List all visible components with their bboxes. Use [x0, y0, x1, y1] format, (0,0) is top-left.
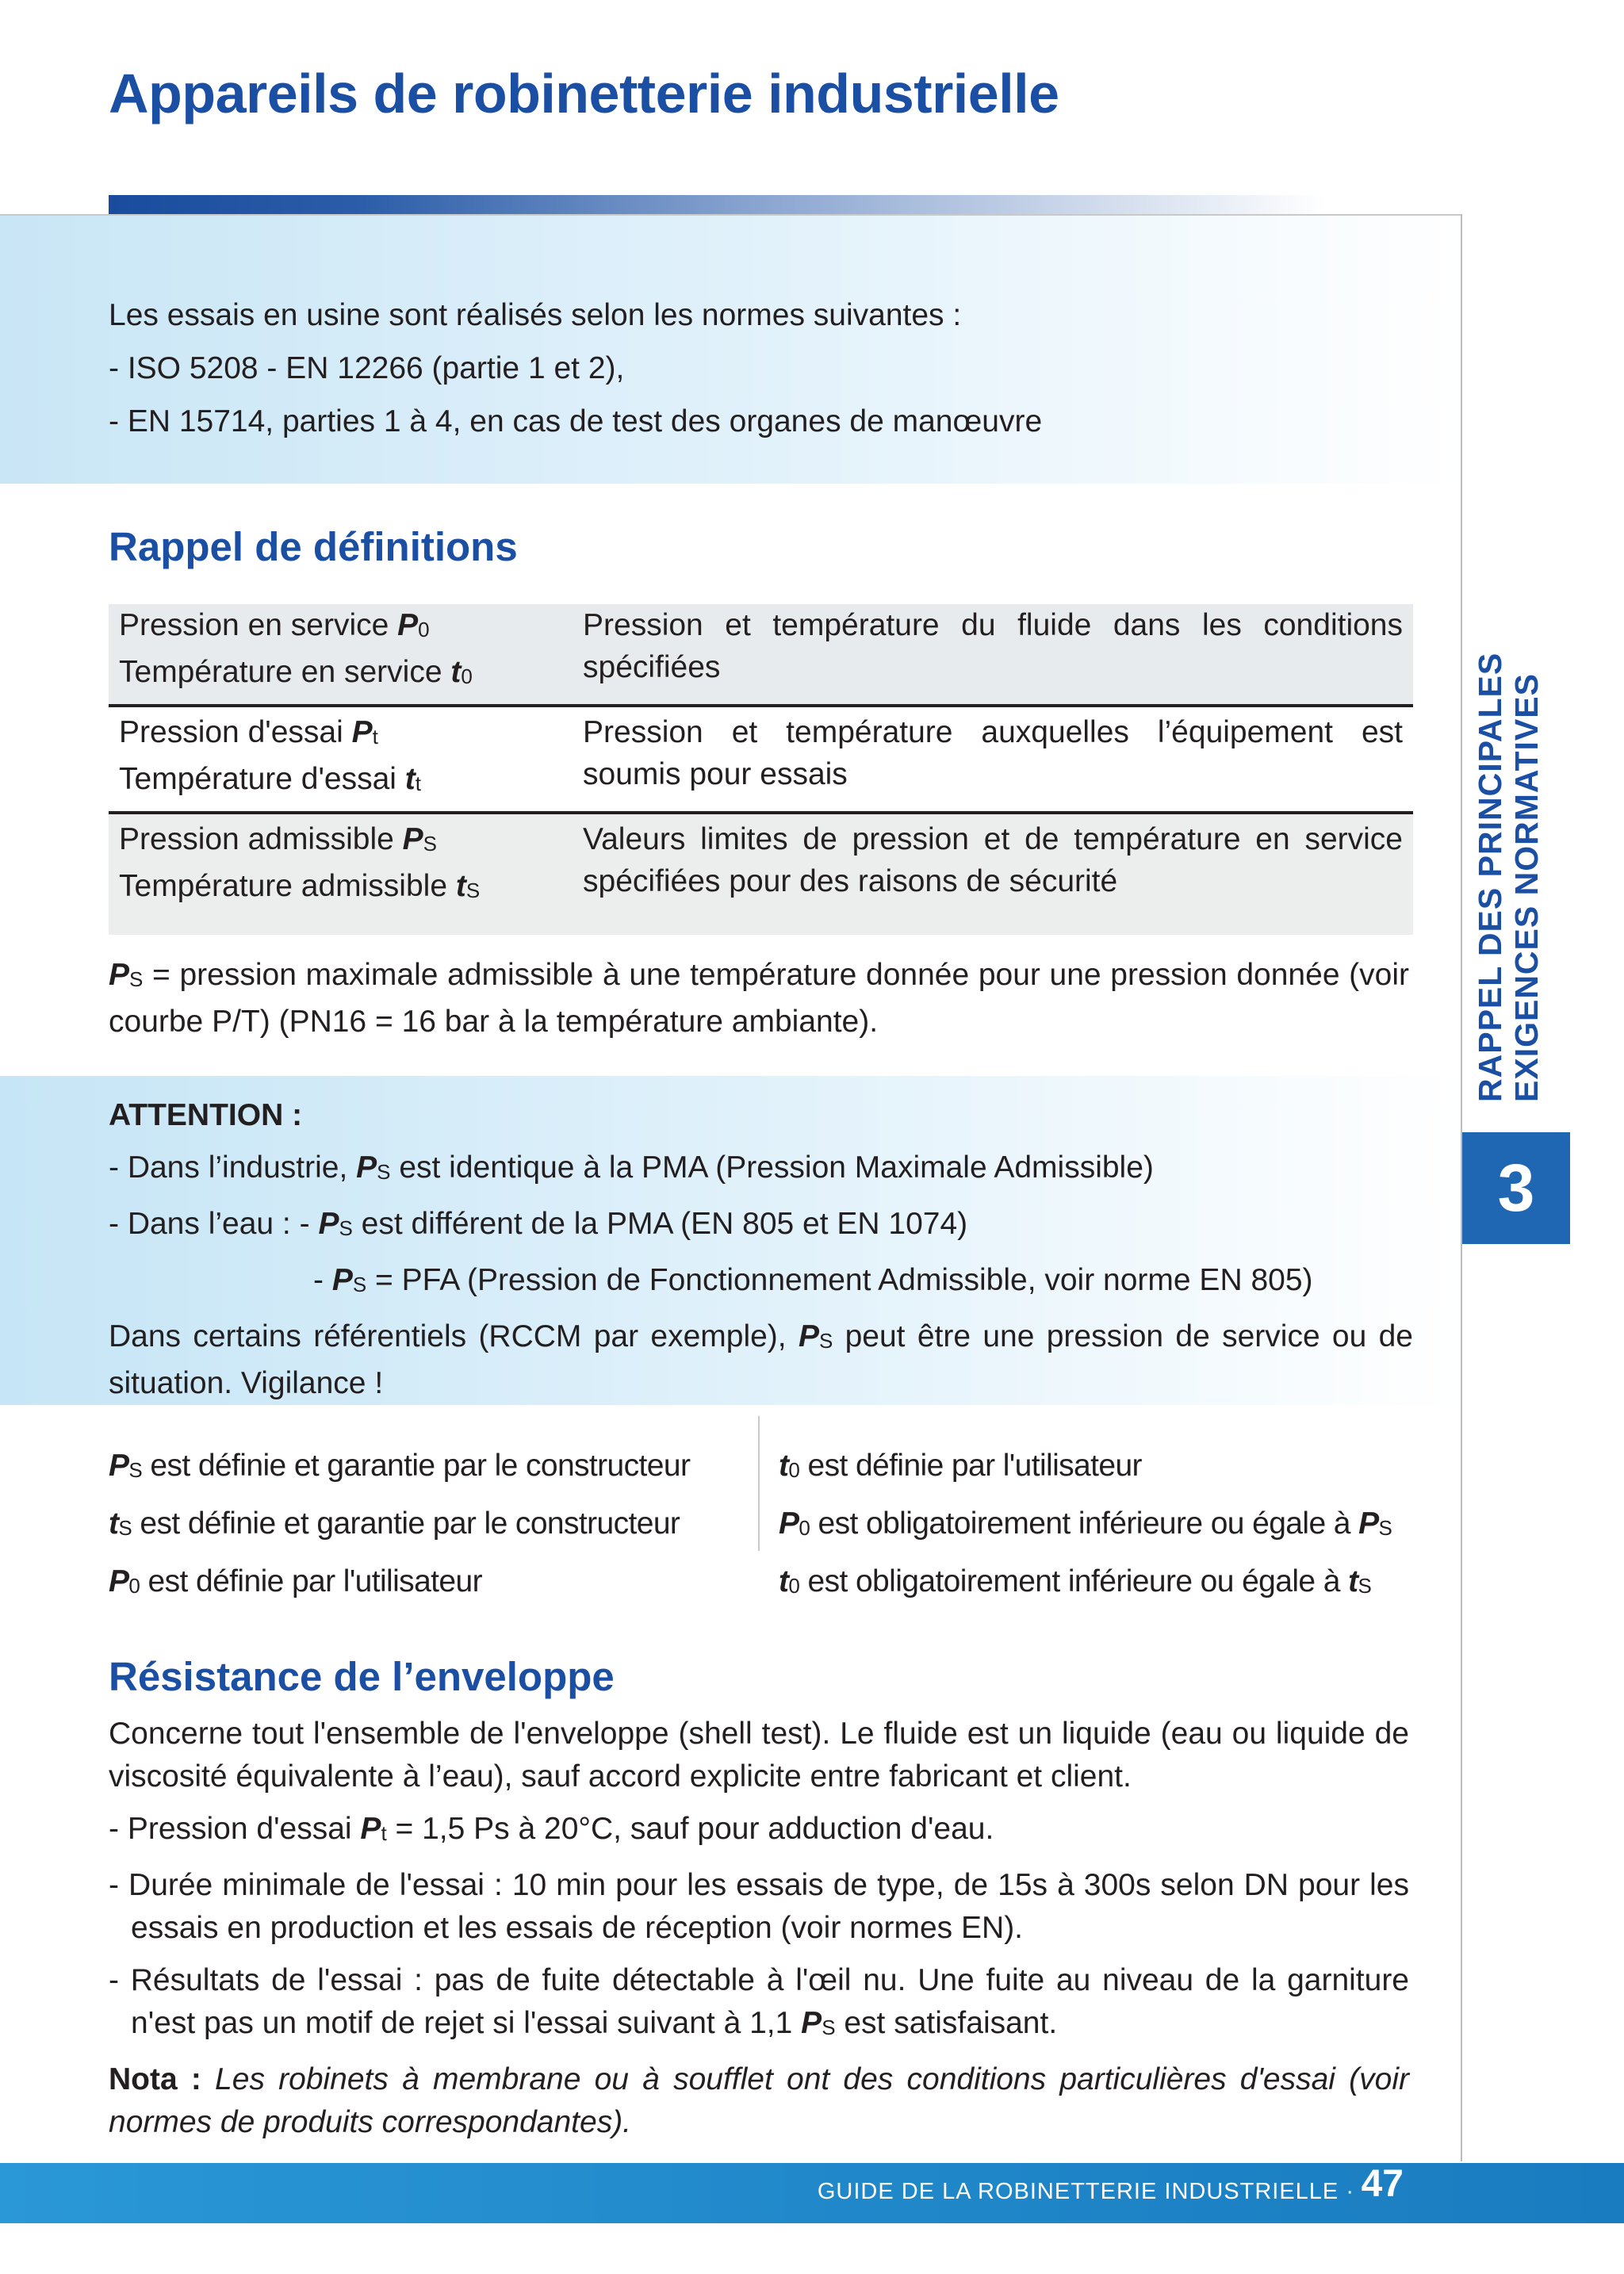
intro-lead: Les essais en usine sont réalisés selon les normes suivantes :: [109, 298, 962, 332]
table-row: [109, 811, 1413, 935]
definition-desc: Valeurs limites de pression et de température en service spécifiées pour des raisons de sécurité: [583, 822, 1403, 898]
list-item: t0 est obligatoirement inférieure ou égale à tS: [779, 1564, 1372, 1598]
list-item: P0 est obligatoirement inférieure ou égale à PS: [779, 1506, 1392, 1541]
right-column: [779, 1439, 1421, 1613]
attention-line: - Dans l’industrie, PS est identique à la PMA (Pression Maximale Admissible): [109, 1150, 1154, 1185]
definitions-table: [109, 604, 1413, 935]
ps-note: PS = pression maximale admissible à une température donnée pour une pression donnée (voir courbe P/T) (PN16 = 16 bar à la température ambiante).: [109, 958, 1409, 1039]
chapter-title: [1472, 652, 1567, 1126]
intro-item: - EN 15714, parties 1 à 4, en cas de test des organes de manœuvre: [109, 404, 1043, 438]
definition-term: Pression admissible PS Température admissible tS: [119, 822, 481, 903]
list-item: P0 est définie par l'utilisateur: [109, 1564, 482, 1598]
resistance-bullet: - Pression d'essai Pt = 1,5 Ps à 20°C, sauf pour adduction d'eau.: [109, 1812, 994, 1846]
chapter-title-line: RAPPEL DES PRINCIPALES: [1472, 652, 1508, 1102]
definition-desc: Pression et température du fluide dans les conditions spécifiées: [583, 608, 1403, 684]
attention-line: - Dans l’eau : - PS est différent de la PMA (EN 805 et EN 1074): [109, 1207, 968, 1241]
resistance-block: [109, 1713, 1409, 2144]
definition-term: Pression en service P0 Température en service t0: [119, 608, 473, 689]
chapter-number-tab: 3: [1462, 1132, 1570, 1244]
list-item: t0 est définie par l'utilisateur: [779, 1449, 1142, 1483]
list-item: tS est définie et garantie par le constructeur: [109, 1506, 680, 1541]
chapter-title-line: EXIGENCES NORMATIVES: [1508, 673, 1545, 1102]
intro-block: [109, 289, 1417, 448]
table-row: [109, 604, 1413, 704]
attention-heading: ATTENTION :: [109, 1098, 303, 1132]
attention-block: [109, 1089, 1413, 1405]
resistance-heading: Résistance de l’enveloppe: [109, 1654, 615, 1699]
attention-line: - PS = PFA (Pression de Fonctionnement Admissible, voir norme EN 805): [313, 1263, 1313, 1297]
definitions-heading: Rappel de définitions: [109, 524, 518, 569]
attention-line: Dans certains référentiels (RCCM par exemple), PS peut être une pression de service ou de situation. Vigilance !: [109, 1319, 1414, 1400]
definition-term: Pression d'essai Pt Température d'essai tt: [119, 715, 422, 796]
page-title: Appareils de robinetterie industrielle: [109, 63, 1059, 124]
footer-guide-title: GUIDE DE LA ROBINETTERIE INDUSTRIELLE ·: [817, 2179, 1354, 2204]
nota: Nota : Les robinets à membrane ou à soufflet ont des conditions particulières d'essai (voir normes de produits correspondantes).: [109, 2062, 1409, 2139]
resistance-bullet: - Résultats de l'essai : pas de fuite détectable à l'œil nu. Une fuite au niveau de la garniture n'est pas un motif de rejet si l'essai suivant à 1,1 PS est satisfaisant.: [109, 1963, 1409, 2040]
page-number: 47: [1361, 2163, 1404, 2205]
resistance-bullet: - Durée minimale de l'essai : 10 min pour les essais de type, de 15s à 300s selon DN pour les essais en production et les essais de réception (voir normes EN).: [109, 1868, 1409, 1945]
list-item: PS est définie et garantie par le constructeur: [109, 1449, 691, 1483]
intro-item: - ISO 5208 - EN 12266 (partie 1 et 2),: [109, 351, 625, 385]
resistance-paragraph: Concerne tout l'ensemble de l'enveloppe (shell test). Le fluide est un liquide (eau ou liquide de viscosité équivalente à l’eau), sauf accord explicite entre fabricant et client.: [109, 1717, 1409, 1794]
column-divider: [758, 1416, 760, 1551]
left-column: [109, 1439, 755, 1613]
definition-desc: Pression et température auxquelles l’équipement est soumis pour essais: [583, 715, 1403, 791]
title-underline: [109, 195, 1326, 216]
table-row: [109, 704, 1413, 811]
